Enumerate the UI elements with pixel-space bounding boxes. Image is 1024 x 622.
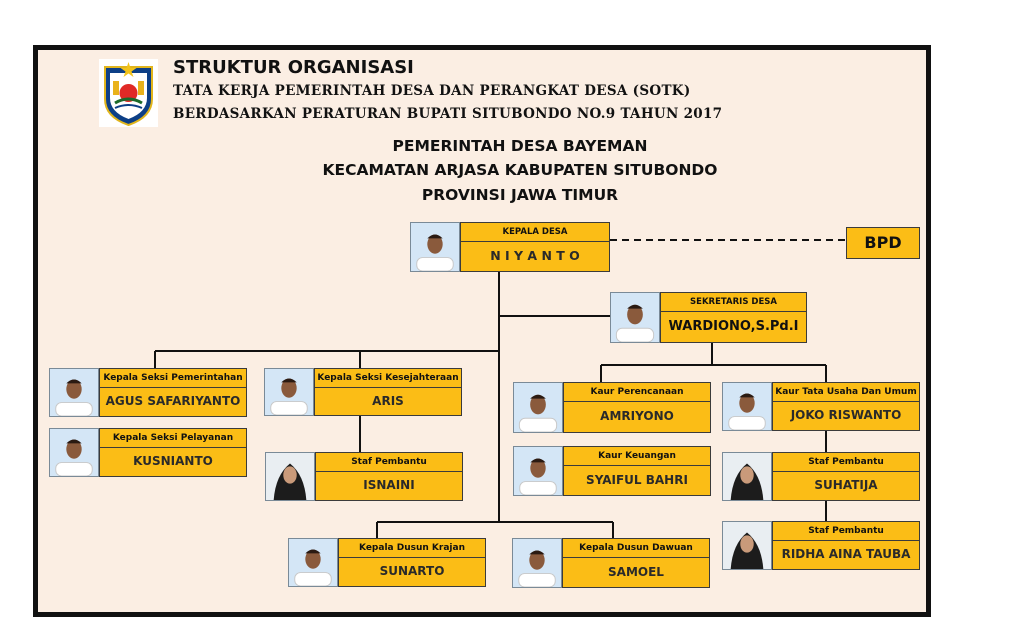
role-label: Kepala Seksi Pelayanan (99, 428, 247, 448)
person-photo (513, 446, 563, 496)
person-photo (722, 382, 772, 431)
card-sekretaris-desa (610, 292, 807, 343)
role-label: Kaur Tata Usaha Dan Umum (772, 382, 920, 402)
card-kaur-tata-usaha (722, 382, 920, 431)
person-name: JOKO RISWANTO (772, 402, 920, 431)
situbondo-emblem-logo (99, 59, 158, 127)
bpd-box: BPD (846, 227, 920, 259)
chart-title: STRUKTUR ORGANISASI (173, 57, 414, 78)
card-kaur-perencanaan (513, 382, 711, 433)
person-photo (722, 452, 772, 501)
person-name: WARDIONO,S.Pd.I (660, 312, 807, 343)
role-label: Kaur Keuangan (563, 446, 711, 466)
province-heading: PROVINSI JAWA TIMUR (421, 186, 619, 204)
card-kadus-krajan (288, 538, 486, 587)
chart-subtitle-line1: TATA KERJA PEMERINTAH DESA DAN PERANGKAT DESA (SOTK) (173, 83, 691, 99)
role-label: KEPALA DESA (460, 222, 610, 242)
card-staf-isnaini (265, 452, 463, 501)
person-photo (410, 222, 460, 272)
person-name: AMRIYONO (563, 402, 711, 433)
card-kaur-keuangan (513, 446, 711, 496)
person-name: SYAIFUL BAHRI (563, 466, 711, 496)
card-kasi-pemerintahan (49, 368, 247, 417)
role-label: Staf Pembantu (315, 452, 463, 472)
person-photo (288, 538, 338, 587)
person-photo (722, 521, 772, 570)
person-photo (513, 382, 563, 433)
card-staf-suhatija (722, 452, 920, 501)
role-label: Staf Pembantu (772, 521, 920, 541)
person-photo (512, 538, 562, 588)
role-label: Kepala Seksi Kesejahteraan (314, 368, 462, 388)
role-label: Kepala Seksi Pemerintahan (99, 368, 247, 388)
card-kepala-desa (410, 222, 610, 272)
person-name: SUHATIJA (772, 472, 920, 501)
person-photo (610, 292, 660, 343)
village-government-heading: PEMERINTAH DESA BAYEMAN (392, 137, 648, 155)
person-name: N I Y A N T O (460, 242, 610, 272)
card-kasi-kesejahteraan (264, 368, 462, 416)
person-photo (264, 368, 314, 416)
district-heading: KECAMATAN ARJASA KABUPATEN SITUBONDO (322, 161, 718, 179)
person-name: ISNAINI (315, 472, 463, 501)
person-name: SUNARTO (338, 558, 486, 587)
person-name: AGUS SAFARIYANTO (99, 388, 247, 417)
person-name: KUSNIANTO (99, 448, 247, 477)
person-photo (49, 368, 99, 417)
role-label: Kepala Dusun Krajan (338, 538, 486, 558)
person-name: ARIS (314, 388, 462, 416)
card-kasi-pelayanan (49, 428, 247, 477)
role-label: Staf Pembantu (772, 452, 920, 472)
person-photo (265, 452, 315, 501)
role-label: SEKRETARIS DESA (660, 292, 807, 312)
card-staf-ridha (722, 521, 920, 570)
card-kadus-dawuan (512, 538, 710, 588)
role-label: Kepala Dusun Dawuan (562, 538, 710, 558)
chart-subtitle-line2: BERDASARKAN PERATURAN BUPATI SITUBONDO NO.9 TAHUN 2017 (173, 106, 723, 122)
person-name: SAMOEL (562, 558, 710, 588)
person-photo (49, 428, 99, 477)
role-label: Kaur Perencanaan (563, 382, 711, 402)
person-name: RIDHA AINA TAUBA (772, 541, 920, 570)
